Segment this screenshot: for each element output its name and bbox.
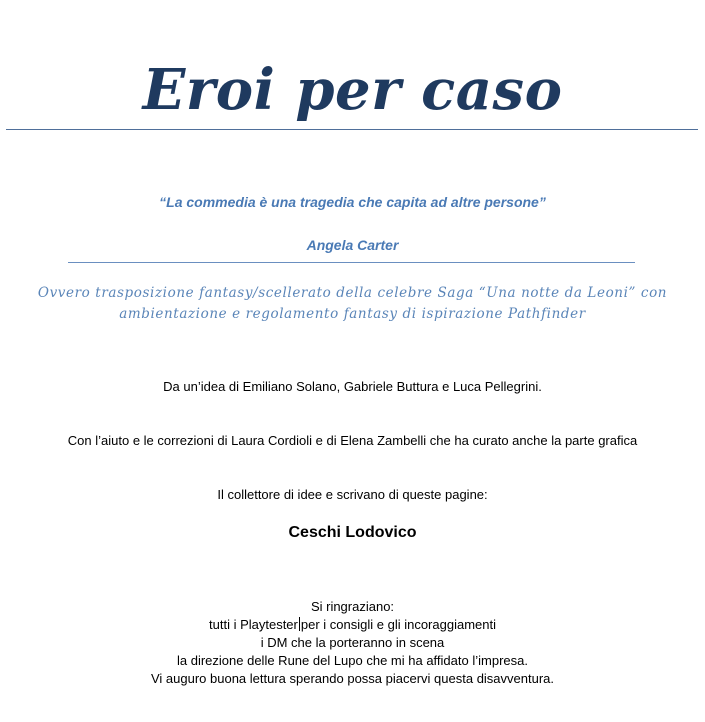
thanks-line-4: Vi auguro buona lettura sperando possa piacervi questa disavventura. — [150, 671, 555, 686]
thanks-line-2: i DM che la porteranno in scena — [260, 635, 445, 650]
credit-help: Con l’aiuto e le correzioni di Laura Cordioli e di Elena Zambelli che ha curato anche la parte grafica — [67, 433, 638, 448]
thanks-heading: Si ringraziano: — [310, 599, 395, 614]
document-title: Eroi per caso — [142, 57, 563, 123]
epigraph-author: Angela Carter — [306, 237, 399, 253]
text-cursor — [299, 617, 300, 631]
thanks-section — [0, 598, 705, 688]
credit-idea: Da un’idea di Emiliano Solano, Gabriele Buttura e Luca Pellegrini. — [163, 379, 542, 394]
epigraph-quote: “La commedia è una tragedia che capita ad altre persone” — [159, 194, 546, 210]
credit-writer-label: Il collettore di idee e scrivano di queste pagine: — [217, 487, 488, 502]
credit-writer-name: Ceschi Lodovico — [288, 524, 417, 541]
epigraph-divider — [68, 262, 635, 263]
thanks-line-1 — [0, 616, 705, 634]
document-subtitle: Ovvero trasposizione fantasy/scellerato della celebre Saga “Una notte da Leoni” con ambientazione e regolamento fantasy di ispirazione Pathfinder — [37, 285, 668, 322]
title-divider — [6, 129, 698, 130]
thanks-line-3: la direzione delle Rune del Lupo che mi ha affidato l’impresa. — [177, 653, 528, 668]
thanks-line-1-start: tutti i Playtester — [209, 617, 298, 632]
thanks-line-1-end: per i consigli e gli incoraggiamenti — [300, 617, 496, 632]
